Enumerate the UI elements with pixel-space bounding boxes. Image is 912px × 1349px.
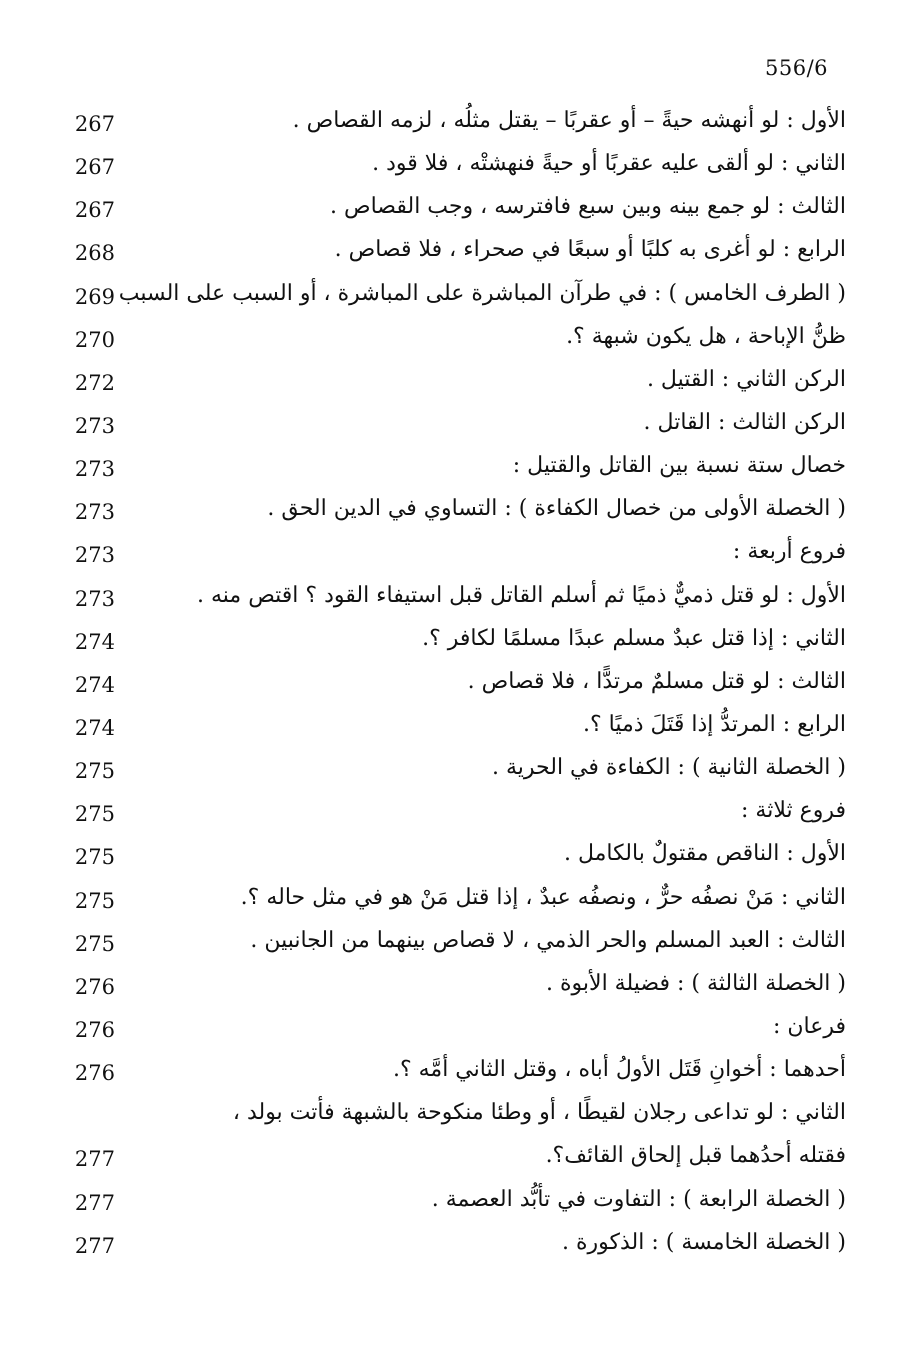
toc-page-number: 275	[74, 888, 115, 913]
toc-entry	[60, 1096, 846, 1139]
toc-entry	[60, 147, 846, 190]
toc-entry-text: الركن الثالث : القاتل .	[643, 409, 846, 435]
toc-entry	[60, 579, 846, 622]
toc-page-number: 274	[74, 715, 115, 740]
toc-entry-text: الرابع : المرتدُّ إذا قَتَلَ ذميًا ؟.	[582, 711, 846, 737]
toc-entry-text: ( الخصلة الأولى من خصال الكفاءة ) : التساوي في الدين الحق .	[267, 496, 846, 522]
page-reference: 556/6	[765, 56, 829, 80]
toc-page-number: 274	[74, 629, 115, 654]
table-of-contents	[60, 104, 846, 1269]
toc-page-number: 273	[74, 586, 115, 611]
toc-entry	[60, 708, 846, 751]
toc-entry	[60, 406, 846, 449]
toc-entry	[60, 1226, 846, 1269]
toc-entry	[60, 1053, 846, 1096]
toc-page-number: 275	[74, 802, 115, 827]
toc-entry-text: فروع ثلاثة :	[741, 798, 846, 824]
toc-entry-text: الثاني : إذا قتل عبدٌ مسلم عبدًا مسلمًا لكافر ؟.	[422, 625, 846, 651]
toc-entry-text: فروع أربعة :	[732, 539, 846, 565]
toc-entry	[60, 492, 846, 535]
toc-entry-text: ( الخصلة الثانية ) : الكفاءة في الحرية .	[492, 755, 846, 781]
toc-page-number: 275	[74, 845, 115, 870]
toc-page-number: 273	[74, 457, 115, 482]
toc-entry-text: الأول : لو قتل ذميٌّ ذميًا ثم أسلم القاتل قبل استيفاء القود ؟ اقتص منه .	[197, 582, 846, 608]
toc-page-number: 267	[74, 198, 115, 223]
toc-entry-text: الثالث : لو قتل مسلمٌ مرتدًّا ، فلا قصاص .	[467, 668, 846, 694]
toc-page-number: 273	[74, 543, 115, 568]
toc-page-number: 267	[74, 155, 115, 180]
toc-entry-text: فرعان :	[772, 1013, 846, 1039]
toc-entry	[60, 190, 846, 233]
toc-page-number: 267	[74, 112, 115, 136]
toc-entry-text: خصال ستة نسبة بين القاتل والقتيل :	[512, 453, 846, 479]
toc-entry-text: الثالث : العبد المسلم والحر الذمي ، لا قصاص بينهما من الجانبين .	[250, 927, 846, 953]
toc-page-number: 270	[74, 327, 115, 352]
toc-entry	[60, 622, 846, 665]
toc-entry	[60, 751, 846, 794]
toc-entry-text: ( الخصلة الخامسة ) : الذكورة .	[562, 1229, 846, 1255]
toc-entry-text: الثاني : مَنْ نصفُه حرٌّ ، ونصفُه عبدٌ ، إذا قتل مَنْ هو في مثل حاله ؟.	[240, 884, 846, 910]
toc-entry-text: أحدهما : أخوانِ قَتَل الأولُ أباه ، وقتل الثاني أمَّه ؟.	[392, 1057, 846, 1083]
toc-entry	[60, 924, 846, 967]
toc-entry	[60, 967, 846, 1010]
toc-entry-text: الركن الثاني : القتيل .	[646, 366, 846, 392]
toc-page-number: 272	[74, 370, 115, 395]
toc-entry-text: ( الخصلة الرابعة ) : التفاوت في تأبُّد العصمة .	[431, 1186, 846, 1212]
toc-entry	[60, 233, 846, 276]
toc-entry	[60, 363, 846, 406]
toc-page-number: 276	[74, 1017, 115, 1042]
toc-entry	[60, 1010, 846, 1053]
toc-entry-text: فقتله أحدُهما قبل إلحاق القائف؟.	[545, 1143, 846, 1169]
toc-page-number: 277	[74, 1190, 115, 1215]
toc-page-number: 277	[74, 1147, 115, 1172]
toc-entry	[60, 1183, 846, 1226]
toc-entry-text: الأول : لو أنهشه حيةً – أو عقربًا – يقتل مثلُه ، لزمه القصاص .	[292, 108, 846, 133]
toc-entry	[60, 277, 846, 320]
toc-entry	[60, 837, 846, 880]
toc-entry	[60, 104, 846, 147]
toc-entry	[60, 1139, 846, 1182]
toc-page-number: 275	[74, 931, 115, 956]
toc-entry-text: الثاني : لو ألقى عليه عقربًا أو حيةً فنهشتْه ، فلا قود .	[372, 151, 846, 177]
toc-entry	[60, 449, 846, 492]
toc-entry-text: الرابع : لو أغرى به كلبًا أو سبعًا في صحراء ، فلا قصاص .	[334, 237, 846, 263]
toc-entry-text: الأول : الناقص مقتولٌ بالكامل .	[564, 841, 846, 867]
toc-entry-text: ( الخصلة الثالثة ) : فضيلة الأبوة .	[546, 970, 846, 996]
toc-entry-text: ( الطرف الخامس ) : في طرآن المباشرة على المباشرة ، أو السبب على السبب	[118, 280, 846, 306]
toc-page-number: 277	[74, 1233, 115, 1258]
toc-page-number: 275	[74, 759, 115, 784]
toc-page-number: 276	[74, 974, 115, 999]
toc-entry-text: الثالث : لو جمع بينه وبين سبع فافترسه ، وجب القصاص .	[330, 194, 846, 220]
toc-page-number: 276	[74, 1061, 115, 1086]
toc-page-number: 273	[74, 500, 115, 525]
toc-entry-text: الثاني : لو تداعى رجلان لقيطًا ، أو وطئا منكوحة بالشبهة فأتت بولد ،	[232, 1100, 846, 1126]
toc-page-number: 268	[74, 241, 115, 266]
toc-entry	[60, 665, 846, 708]
toc-entry	[60, 535, 846, 578]
toc-page-number: 274	[74, 672, 115, 697]
toc-entry	[60, 881, 846, 924]
toc-entry-text: ظنُّ الإباحة ، هل يكون شبهة ؟.	[566, 323, 846, 349]
toc-page-number: 269	[74, 284, 115, 309]
toc-entry	[60, 794, 846, 837]
toc-entry	[60, 320, 846, 363]
toc-page-number: 273	[74, 413, 115, 438]
